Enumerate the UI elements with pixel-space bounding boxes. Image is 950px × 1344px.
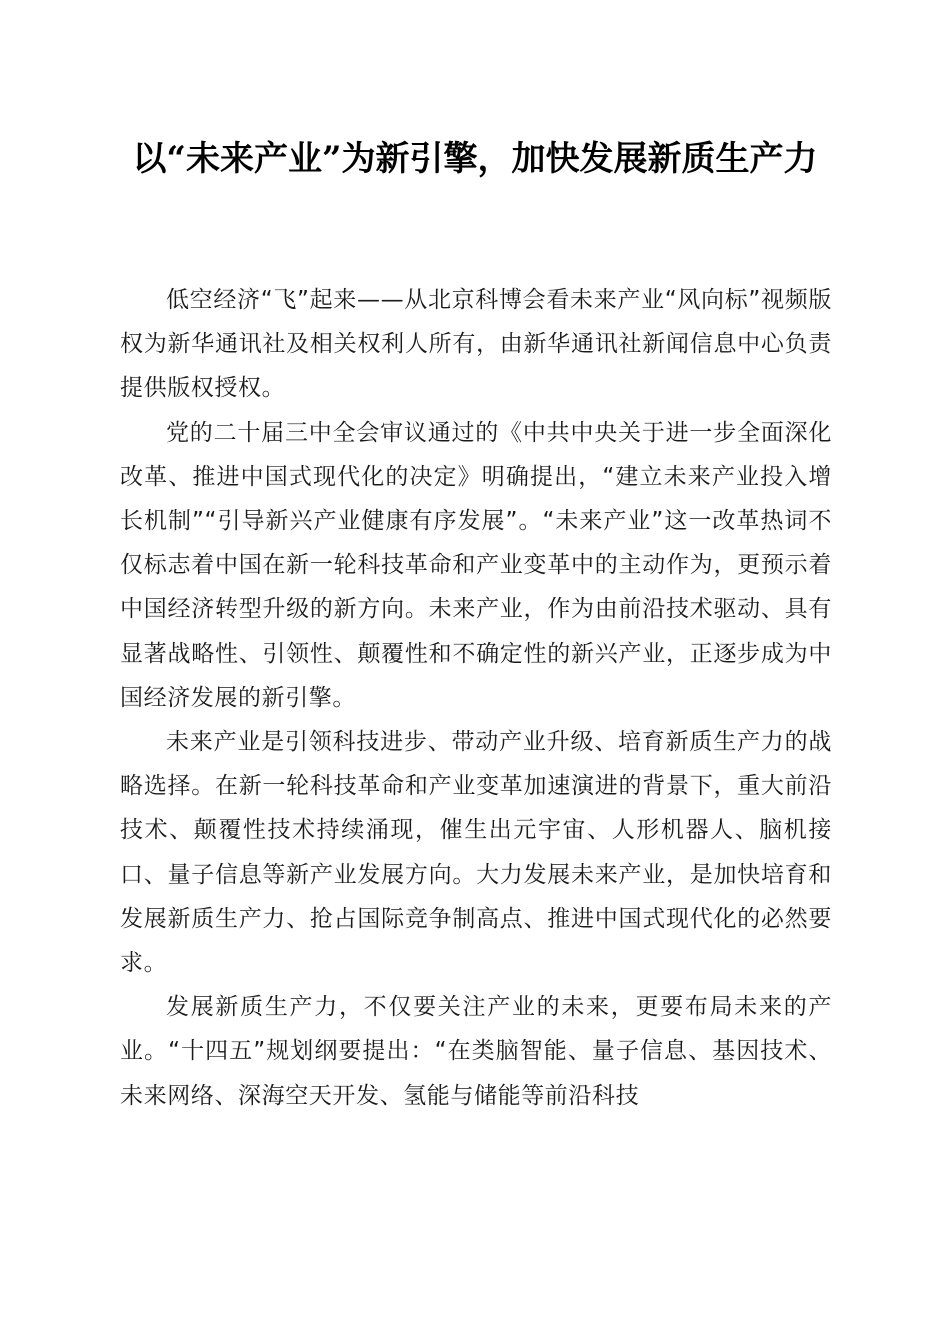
- paragraph: 低空经济“飞”起来——从北京科博会看未来产业“风向标”视频版权为新华通讯社及相关权利人所有，由新华通讯社新闻信息中心负责提供版权授权。: [120, 287, 832, 402]
- paragraph: 发展新质生产力，不仅要关注产业的未来，更要布局未来的产业。“十四五”规划纲要提出：“在类脑智能、量子信息、基因技术、未来网络、深海空天开发、氢能与储能等前沿科技: [120, 994, 832, 1109]
- paragraph: 党的二十届三中全会审议通过的《中共中央关于进一步全面深化改革、推进中国式现代化的决定》明确提出，“建立未来产业投入增长机制”“引导新兴产业健康有序发展”。“未来产业”这一改革热词不仅标志着中国在新一轮科技革命和产业变革中的主动作为，更预示着中国经济转型升级的新方向。未来产业，作为由前沿技术驱动、具有显著战略性、引领性、颠覆性和不确定性的新兴产业，正逐步成为中国经济发展的新引擎。: [120, 419, 832, 711]
- document-title: 以“未来产业”为新引擎，加快发展新质生产力: [132, 139, 818, 179]
- paragraph: 未来产业是引领科技进步、带动产业升级、培育新质生产力的战略选择。在新一轮科技革命和产业变革加速演进的背景下，重大前沿技术、颠覆性技术持续涌现，催生出元宇宙、人形机器人、脑机接口、量子信息等新产业发展方向。大力发展未来产业，是加快培育和发展新质生产力、抢占国际竞争制高点、推进中国式现代化的必然要求。: [120, 729, 832, 977]
- document-body: [120, 278, 832, 1118]
